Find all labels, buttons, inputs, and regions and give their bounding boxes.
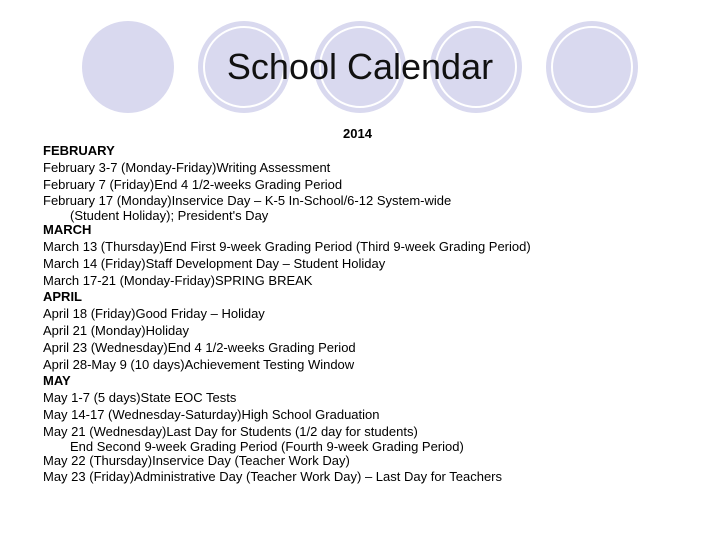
list-item: February 17 (Monday)Inservice Day – K-5 In-School/6-12 System-wide bbox=[43, 193, 452, 209]
list-item: April 23 (Wednesday)End 4 1/2-weeks Grading Period bbox=[43, 339, 356, 355]
list-item: April 28-May 9 (10 days)Achievement Testing Window bbox=[43, 356, 355, 372]
month-heading-may: MAY bbox=[43, 373, 71, 389]
month-heading-february: FEBRUARY bbox=[43, 143, 115, 158]
list-item-continuation: End Second 9-week Grading Period (Fourth 9-week Grading Period) bbox=[70, 438, 464, 454]
list-item: May 22 (Thursday)Inservice Day (Teacher Work Day) bbox=[43, 452, 350, 468]
list-item: March 14 (Friday)Staff Development Day – Student Holiday bbox=[43, 255, 386, 271]
list-item: May 23 (Friday)Administrative Day (Teacher Work Day) – Last Day for Teachers bbox=[43, 469, 503, 485]
calendar-list bbox=[43, 143, 703, 486]
list-item: May 1-7 (5 days)State EOC Tests bbox=[43, 390, 237, 406]
list-item: March 17-21 (Monday-Friday)SPRING BREAK bbox=[43, 272, 313, 288]
list-item: March 13 (Thursday)End First 9-week Grading Period (Third 9-week Grading Period) bbox=[43, 238, 531, 254]
month-heading-march: MARCH bbox=[43, 222, 92, 238]
page-title: School Calendar bbox=[226, 46, 494, 87]
month-heading-april: APRIL bbox=[43, 289, 82, 305]
list-item: April 18 (Friday)Good Friday – Holiday bbox=[43, 306, 265, 322]
list-item-continuation: (Student Holiday); President's Day bbox=[70, 208, 269, 224]
list-item: April 21 (Monday)Holiday bbox=[43, 322, 189, 338]
list-item: February 3-7 (Monday-Friday)Writing Assessment bbox=[43, 159, 331, 175]
year-label: 2014 bbox=[343, 126, 372, 141]
list-item: May 14-17 (Wednesday-Saturday)High School Graduation bbox=[43, 406, 380, 422]
list-item: May 21 (Wednesday)Last Day for Students (1/2 day for students) bbox=[43, 423, 418, 439]
list-item: February 7 (Friday)End 4 1/2-weeks Grading Period bbox=[43, 176, 343, 192]
